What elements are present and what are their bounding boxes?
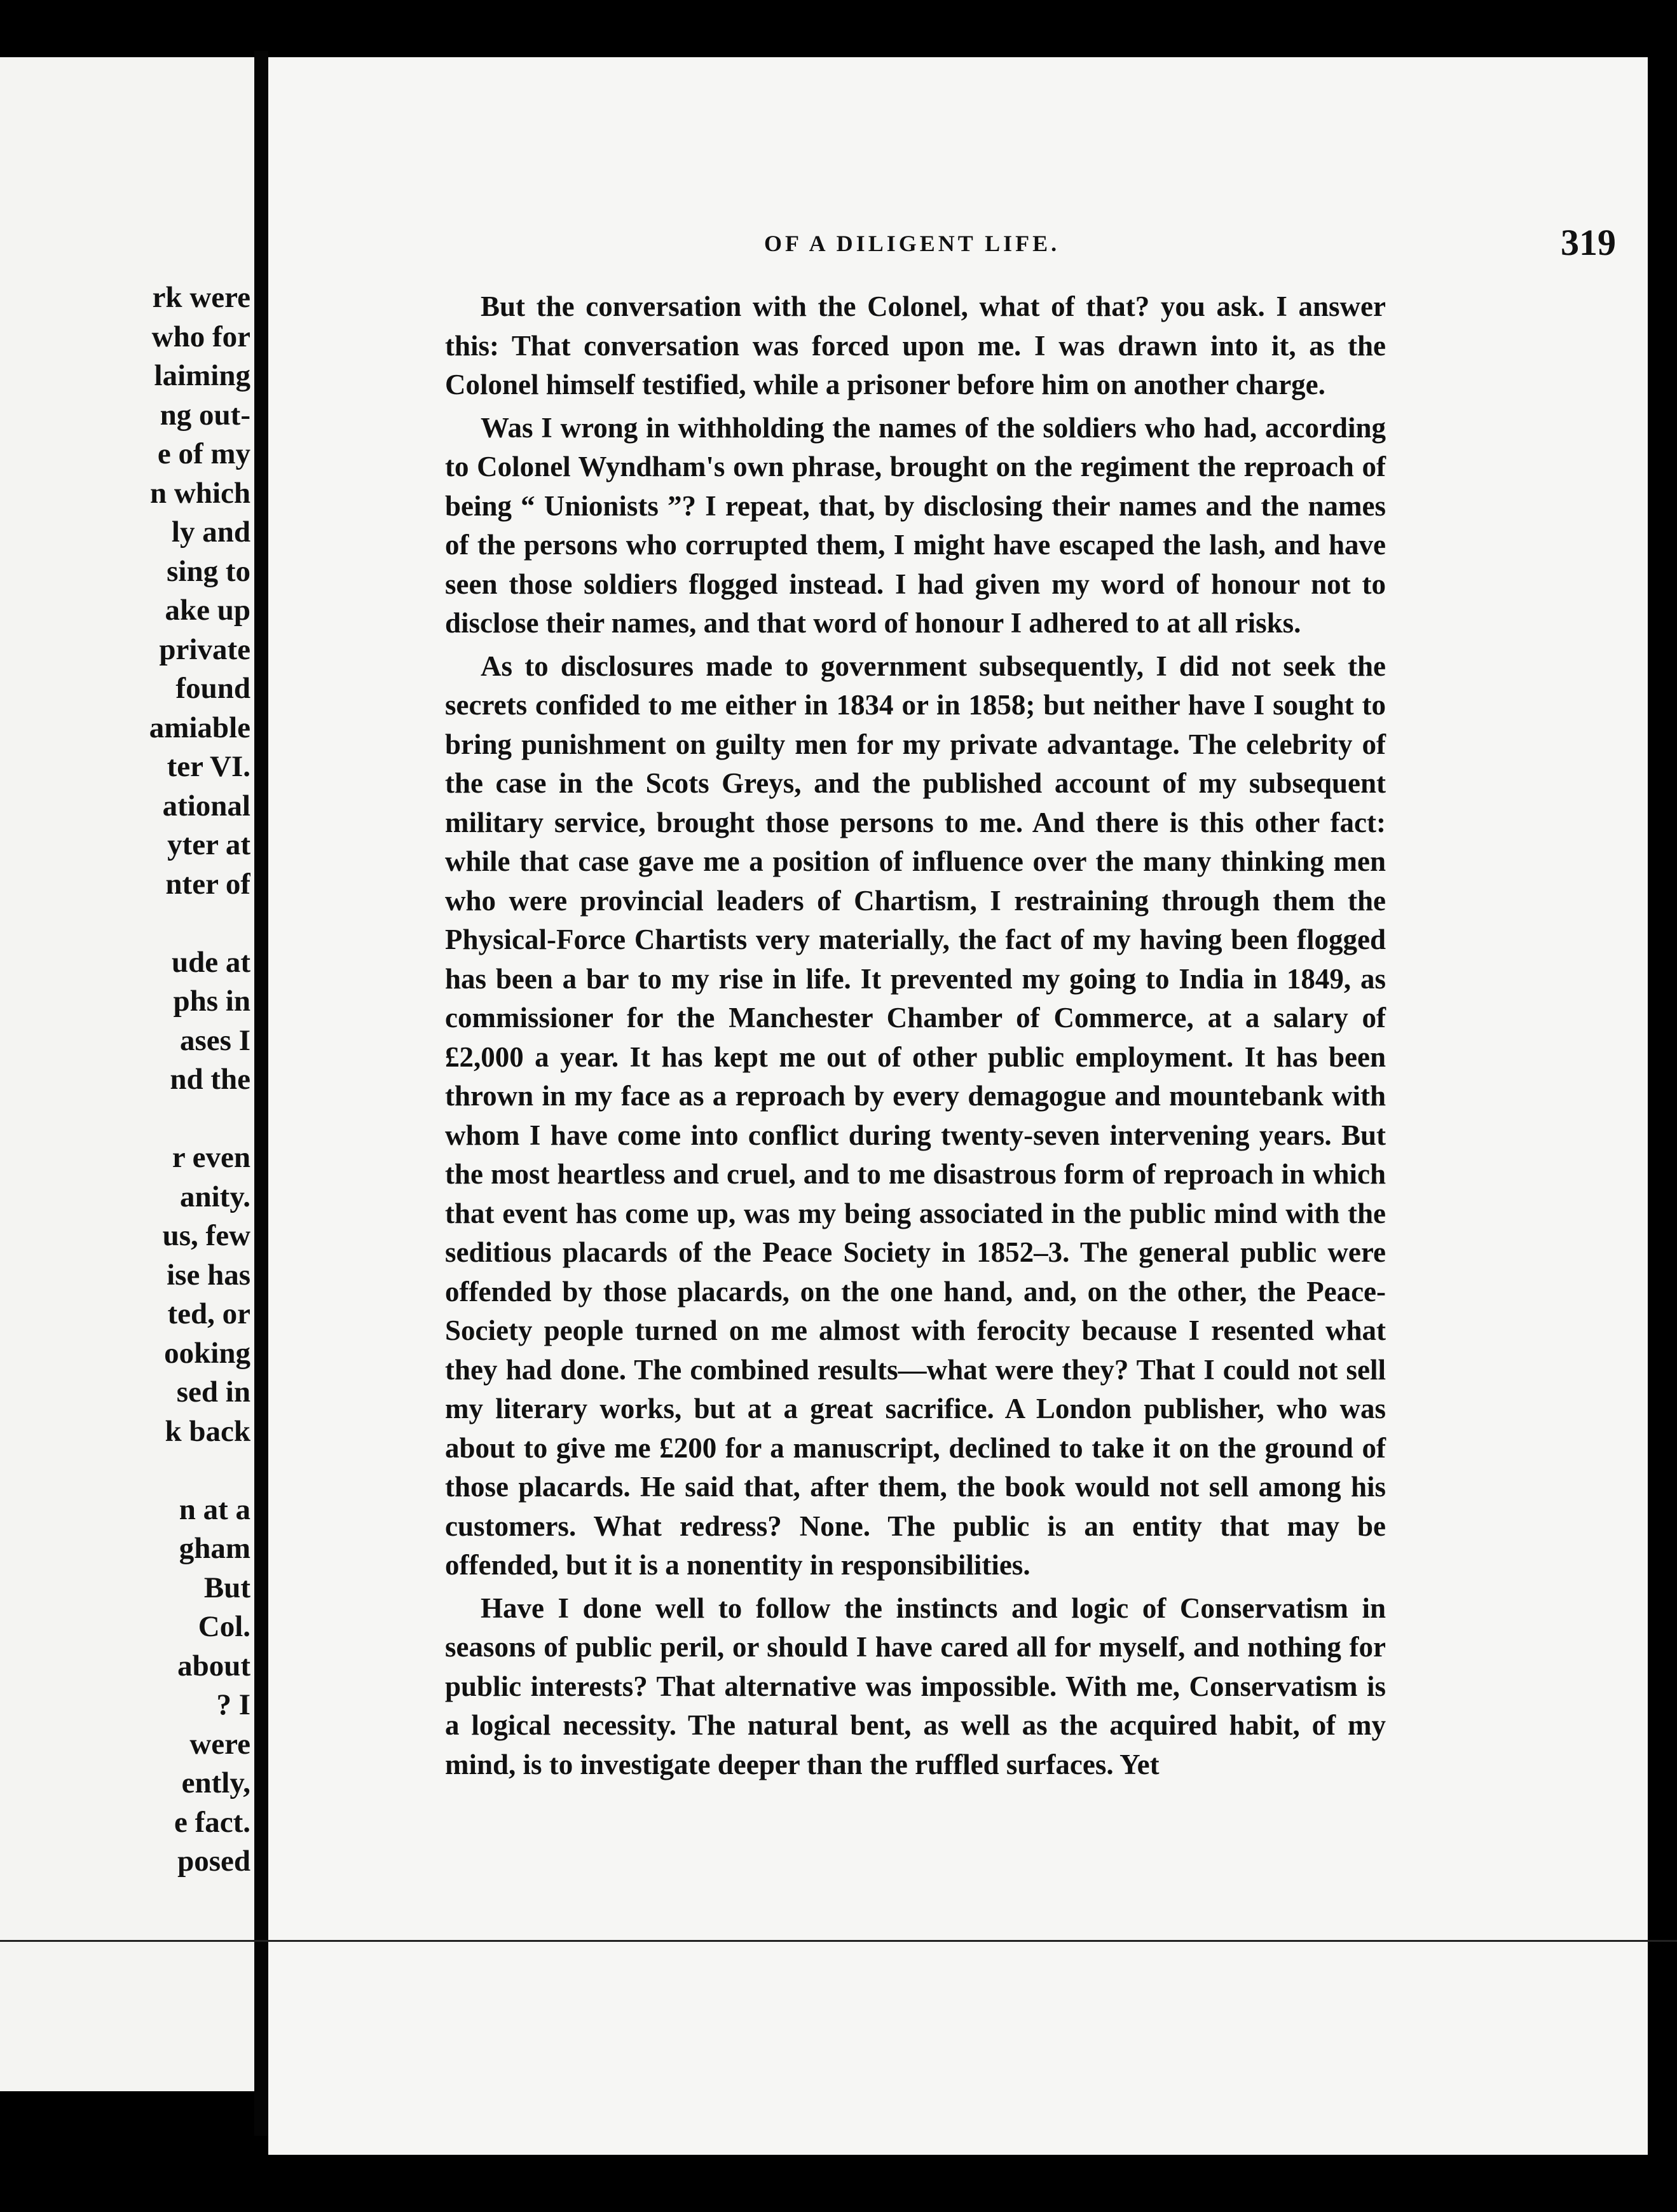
left-line: anity. (179, 1180, 250, 1213)
left-line: private (159, 632, 250, 666)
left-line: e of my (157, 437, 250, 470)
body-text (445, 287, 1386, 1788)
scan-horizontal-line (0, 1940, 1677, 1942)
left-line: were (189, 1727, 250, 1761)
left-line: k back (165, 1414, 250, 1448)
page-number: 319 (1561, 222, 1616, 263)
left-line: ly and (171, 515, 250, 549)
running-head: OF A DILIGENT LIFE. (764, 231, 1060, 256)
left-line: yter at (167, 828, 250, 861)
left-line: about (177, 1649, 250, 1683)
left-line (0, 904, 250, 943)
left-line: ise has (167, 1258, 250, 1292)
left-line: ases I (180, 1023, 250, 1057)
left-line: sed in (176, 1376, 250, 1409)
left-line: n which (149, 476, 250, 510)
left-line: ude at (171, 945, 250, 979)
left-line: ? I (216, 1688, 250, 1721)
left-line: Col. (198, 1610, 250, 1643)
left-line: gham (179, 1532, 250, 1565)
left-line (0, 1100, 250, 1139)
left-line: laiming (154, 359, 250, 392)
right-page (268, 57, 1648, 2155)
paragraph: As to disclosures made to government subsequently, I did not seek the secrets confided to me either in 1834 or in 1858; but neither have I sought to bring punishment on guilty men for my private advantage. The celebrity of the case in the Scots Greys, and the published account of my subsequent military service, brought those persons to me. And there is this other fact: while that case gave me a position of influence over the many thinking men who were provincial leaders of Chartism, I restraining through them the Physical-Force Chartists very materially, the fact of my having been flogged has been a bar to my rise in life. It prevented my going to India in 1849, as commissioner for the Manchester Chamber of Commerce, at a salary of £2,000 a year. It has kept me out of other public employment. It has been thrown in my face as a reproach by every demagogue and mountebank with whom I have come into conflict during twenty-seven intervening years. But the most heartless and cruel, and to me disastrous form of reproach in which that event has come up, was my being associated in the public mind with the seditious placards of the Peace Society in 1852–3. The general public were offended by those placards, on the one hand, and, on the other, the Peace-Society people turned on me almost with ferocity because I resented what they had done. The combined results—what were they? That I could not sell my literary works, but at a great sacrifice. A London publisher, who was about to give me £200 for a manuscript, declined to take it on the ground of those placards. He said that, after them, the book would not sell among his customers. What redress? None. The public is an entity that may be offended, but it is a nonentity in responsibilities. (445, 650, 1386, 1581)
book-gutter (254, 51, 268, 2136)
left-line: who for (151, 320, 250, 353)
left-line: n at a (179, 1492, 250, 1526)
left-line: r even (172, 1141, 250, 1174)
left-line: ently, (181, 1766, 250, 1799)
left-line: amiable (149, 711, 250, 744)
paragraph: Have I done well to follow the instincts and logic of Conservatism in seasons of public peril, or should I have cared all for myself, and nothing for public interests? That alternative was impossible. With me, Conservatism is a logical necessity. The natural bent, as well as the acquired habit, of my mind, is to investigate deeper than the ruffled surfaces. Yet (445, 1592, 1386, 1780)
left-line: us, few (162, 1219, 250, 1252)
left-line: nter of (165, 867, 250, 901)
left-facing-page (0, 57, 254, 2091)
paragraph: But the conversation with the Colonel, what of that? you ask. I answer this: That conversation was forced upon me. I was drawn into it, as the Colonel himself testified, while a prisoner before him on another charge. (445, 290, 1386, 400)
left-line: phs in (173, 985, 250, 1018)
left-line: ational (162, 789, 250, 823)
paragraph: Was I wrong in withholding the names of the soldiers who had, according to Colonel Wyndham's own phrase, brought on the regiment the reproach of being “ Unionists ”? I repeat, that, by disclosing their names and the names of the persons who corrupted them, I might have escaped the lash, and have seen those soldiers flogged instead. I had given my word of honour not to disclose their names, and that word of honour I adhered to at all risks. (445, 411, 1386, 639)
left-line: ooking (164, 1336, 250, 1370)
left-line: posed (177, 1845, 250, 1878)
left-line: But (203, 1571, 250, 1604)
left-line: sing to (167, 554, 250, 588)
left-page-text (0, 278, 250, 1881)
left-line: ng out- (160, 398, 250, 432)
left-line (0, 1451, 250, 1491)
left-line: found (175, 672, 250, 705)
left-line: nd the (170, 1063, 250, 1096)
left-line: ted, or (167, 1297, 250, 1330)
left-line: e fact. (174, 1805, 250, 1839)
left-line: ter VI. (167, 750, 250, 783)
left-line: rk were (152, 281, 250, 314)
left-line: ake up (165, 594, 250, 627)
